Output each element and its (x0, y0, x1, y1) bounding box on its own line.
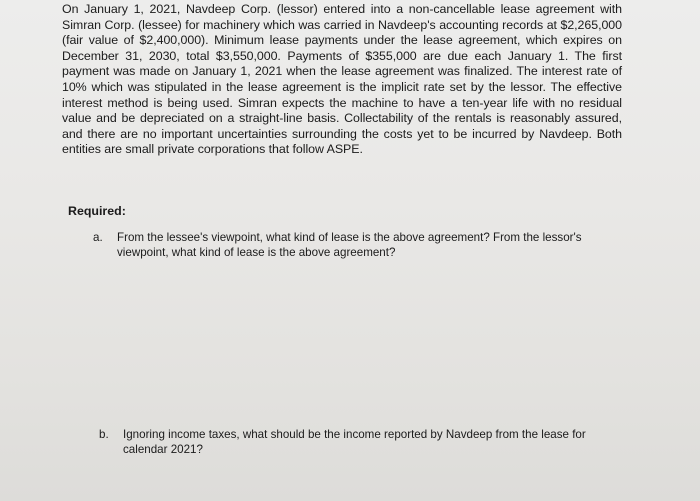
question-b-letter: b. (99, 428, 109, 441)
problem-statement: On January 1, 2021, Navdeep Corp. (lessor) entered into a non-cancellable lease agreement with Simran Corp. (lessee) for machinery which was carried in Navdeep's accounting records at $2,265,000 (fair value of $2,400,000). Minimum lease payments under the lease agreement, which expires on December 31, 2030, total $3,550,000. Payments of $355,000 are due each January 1. The first payment was made on January 1, 2021 when the lease agreement was finalized. The interest rate of 10% which was stipulated in the lease agreement is the implicit rate set by the lessor. The effective interest method is being used. Simran expects the machine to have a ten-year life with no residual value and be depreciated on a straight-line basis. Collectability of the rentals is reasonably assured, and there are no important uncertainties surrounding the costs yet to be incurred by Navdeep. Both entities are small private corporations that follow ASPE. (62, 2, 622, 157)
required-heading: Required: (68, 204, 126, 218)
question-a-text: From the lessee's viewpoint, what kind of lease is the above agreement? From the lessor's viewpoint, what kind of lease is the above agreement? (117, 231, 582, 259)
question-b-text: Ignoring income taxes, what should be the income reported by Navdeep from the lease for calendar 2021? (123, 428, 586, 456)
question-a (93, 230, 613, 260)
question-a-letter: a. (93, 231, 103, 244)
question-b (99, 427, 629, 457)
